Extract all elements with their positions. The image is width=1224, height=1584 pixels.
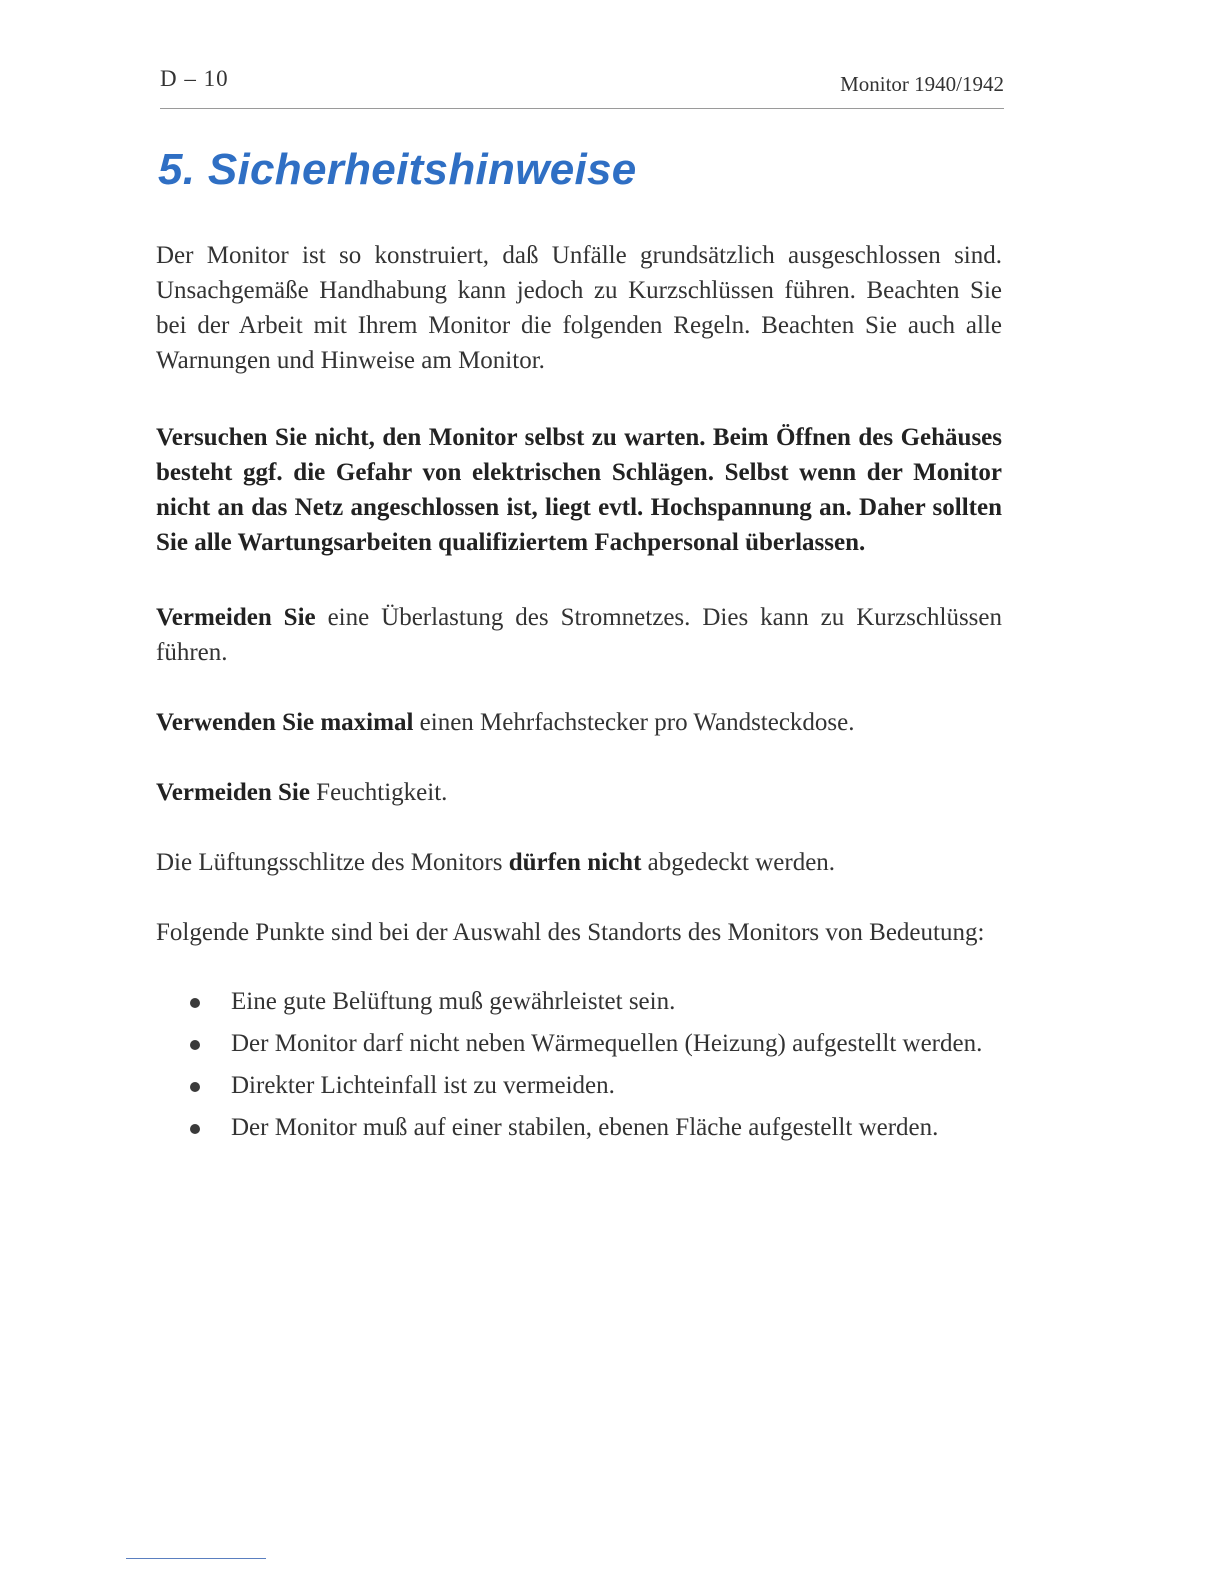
product-name: Monitor 1940/1942 (840, 72, 1004, 96)
list-item-text: Direkter Lichteinfall ist zu vermeiden. (231, 1072, 615, 1099)
vents-paragraph (156, 845, 1002, 880)
location-intro: Folgende Punkte sind bei der Auswahl des Standorts des Monitors von Bedeutung: (156, 919, 985, 946)
list-item-text: Eine gute Belüftung muß gewährleistet sein. (231, 988, 676, 1015)
bullet-icon (190, 1040, 200, 1050)
rule-emphasis: Verwenden Sie maximal (156, 709, 414, 736)
rule-emphasis: Vermeiden Sie (156, 604, 316, 631)
rule-paragraph (156, 775, 1002, 810)
list-item (231, 1070, 1002, 1101)
warning-paragraph: Versuchen Sie nicht, den Monitor selbst zu warten. Beim Öffnen des Gehäuses besteht ggf. die Gefahr von elektrischen Schlägen. Selbst wenn der Monitor nicht an das Netz angeschlossen ist, liegt evtl. Hochspannung an. Daher sollten Sie alle Wartungsarbeiten qualifiziertem Fachpersonal überlassen. (156, 424, 1002, 556)
section-body (156, 238, 1002, 1154)
rule-paragraph (156, 600, 1002, 670)
rule-paragraph (156, 705, 1002, 740)
list-item (231, 986, 1002, 1017)
header-divider (160, 108, 1004, 109)
vents-text-post: abgedeckt werden. (641, 849, 836, 876)
rule-text: Feuchtigkeit. (309, 779, 448, 806)
list-item-text: Der Monitor muß auf einer stabilen, ebenen Fläche aufgestellt werden. (231, 1114, 939, 1141)
intro-paragraph: Der Monitor ist so konstruiert, daß Unfälle grundsätzlich ausgeschlossen sind. Unsachgemäße Handhabung kann jedoch zu Kurzschlüssen führen. Beachten Sie bei der Arbeit mit Ihrem Monitor die folgenden Regeln. Beachten Sie auch alle Warnungen und Hinweise am Monitor. (156, 242, 1002, 374)
list-item (231, 1112, 1002, 1143)
rule-emphasis: Vermeiden Sie (156, 779, 310, 806)
section-title: 5. Sicherheitshinweise (158, 145, 637, 194)
bullet-icon (190, 1124, 200, 1134)
page-header (160, 66, 1004, 100)
location-list (156, 986, 1002, 1143)
bullet-icon (190, 998, 200, 1008)
rule-text: eine Überlastung des Stromnetzes. Dies kann zu Kurzschlüssen führen. (156, 604, 1003, 666)
page-number: D – 10 (160, 66, 229, 91)
footer-divider (126, 1558, 266, 1559)
vents-emphasis: dürfen nicht (508, 849, 642, 876)
bullet-icon (190, 1082, 200, 1092)
list-item-text: Der Monitor darf nicht neben Wärmequellen (Heizung) aufgestellt werden. (231, 1030, 983, 1057)
rule-text: einen Mehrfachstecker pro Wandsteckdose. (413, 709, 855, 736)
vents-text-pre: Die Lüftungsschlitze des Monitors (156, 849, 509, 876)
list-item (231, 1028, 1002, 1059)
